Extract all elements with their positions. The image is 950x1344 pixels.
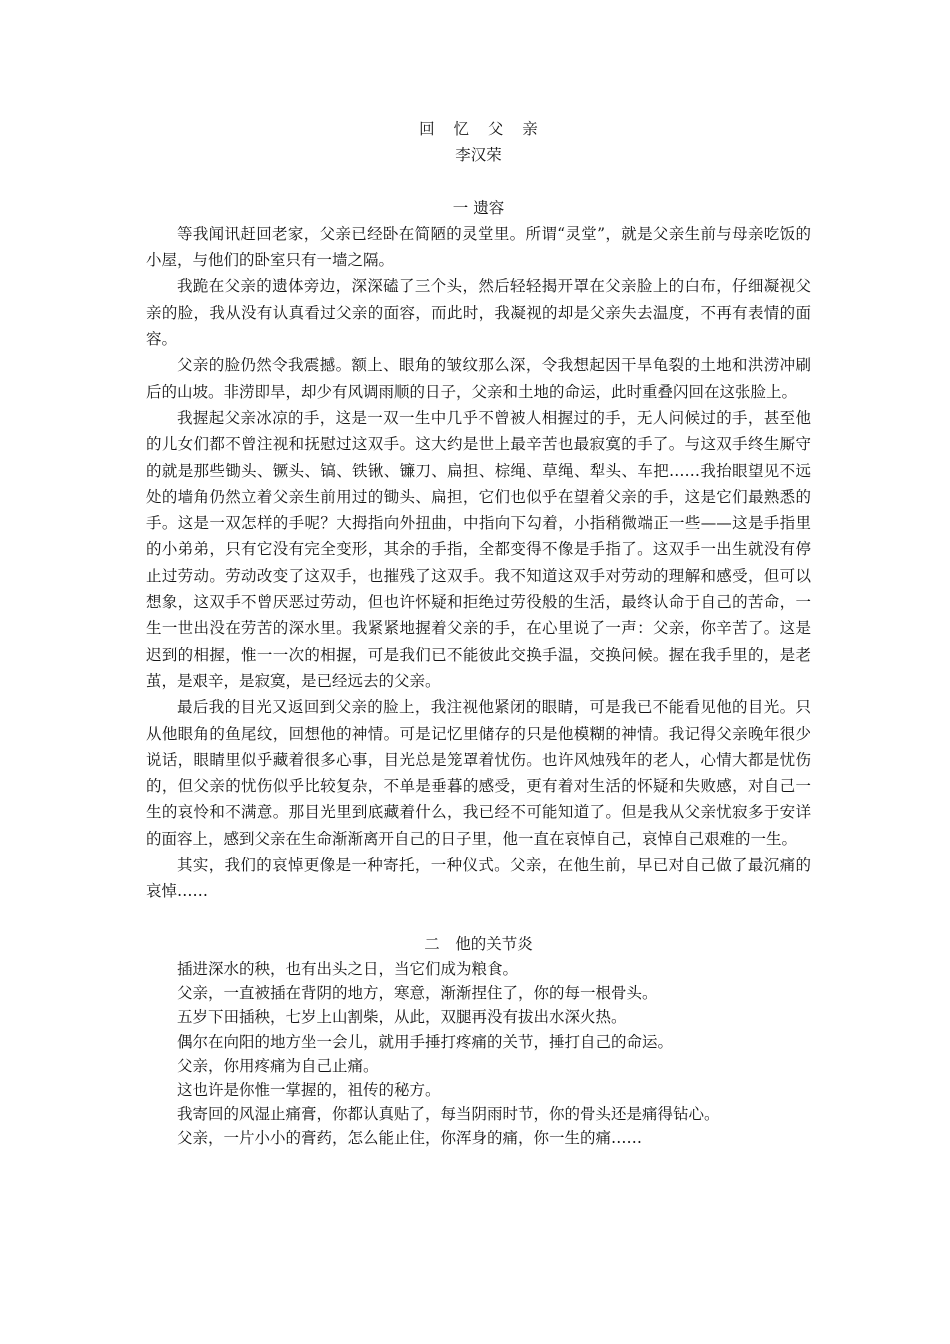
poem-line: 五岁下田插秧，七岁上山割柴，从此，双腿再没有拔出水深火热。 — [177, 1008, 627, 1027]
poem-line: 父亲，一直被插在背阴的地方，寒意，渐渐捏住了，你的每一根骨头。 — [177, 984, 658, 1003]
poem-line: 父亲，你用疼痛为自己止痛。 — [177, 1056, 379, 1075]
paragraph: 等我闻讯赶回老家，父亲已经卧在简陋的灵堂里。所谓“灵堂”，就是父亲生前与母亲吃饭的小屋，与他们的卧室只有一墙之隔。 — [146, 224, 811, 270]
spacer — [146, 169, 811, 195]
poem-body — [146, 957, 811, 1151]
paragraph: 我跪在父亲的遗体旁边，深深磕了三个头，然后轻轻揭开罩在父亲脸上的白布，仔细凝视父亲的脸，我从没有认真看过父亲的面容，而此时，我凝视的却是父亲失去温度，不再有表情的面容。 — [146, 277, 811, 349]
paragraph: 我握起父亲冰凉的手，这是一双一生中几乎不曾被人相握过的手，无人问候过的手，甚至他的儿女们都不曾注视和抚慰过这双手。这大约是世上最辛苦也最寂寞的手了。与这双手终生厮守的就是那些锄头、镢头、镐、铁锹、镰刀、扁担、棕绳、草绳、犁头、车把……我抬眼望见不远处的墙角仍然立着父亲生前用过的锄头、扁担，它们也似乎在望着父亲的手，这是它们最熟悉的手。这是一双怎样的手呢？大拇指向外扭曲，中指向下勾着，小指稍微端正一些——这是手指里的小弟弟，只有它没有完全变形，其余的手指，全都变得不像是手指了。这双手一出生就没有停止过劳动。劳动改变了这双手，也摧残了这双手。我不知道这双手对劳动的理解和感受，但可以想象，这双手不曾厌恶过劳动，但也许怀疑和拒绝过劳役般的生活，最终认命于自己的苦命，一生一世出没在劳苦的深水里。我紧紧地握着父亲的手，在心里说了一声：父亲，你辛苦了。这是迟到的相握，惟一一次的相握，可是我们已不能彼此交换手温，交换问候。握在我手里的，是老茧，是艰辛，是寂寞，是已经远去的父亲。 — [146, 408, 811, 690]
poem-line: 这也许是你惟一掌握的，祖传的秘方。 — [177, 1080, 441, 1099]
poem-line: 父亲，一片小小的膏药，怎么能止住，你浑身的痛，你一生的痛…… — [177, 1129, 643, 1148]
paragraph: 父亲的脸仍然令我震撼。额上、眼角的皱纹那么深，令我想起因干旱龟裂的土地和洪涝冲刷后的山坡。非涝即旱，却少有风调雨顺的日子，父亲和土地的命运，此时重叠闪回在这张脸上。 — [146, 356, 811, 401]
document-title: 回 忆 父 亲 — [419, 120, 545, 138]
paragraph: 最后我的目光又返回到父亲的脸上，我注视他紧闭的眼睛，可是我已不能看见他的目光。只从他眼角的鱼尾纹，回想他的神情。可是记忆里储存的只是他模糊的神情。我记得父亲晚年很少说话，眼睛里似乎藏着很多心事，目光总是笼罩着忧伤。也许风烛残年的老人，心情大都是忧伤的，但父亲的忧伤似乎比较复杂，不单是垂暮的感受，更有着对生活的怀疑和失败感，对自己一生的哀怜和不满意。那目光里到底藏着什么，我已经不可能知道了。但是我从父亲忧寂多于安详的面容上，感到父亲在生命渐渐离开自己的日子里，他一直在哀悼自己，哀悼自己艰难的一生。 — [146, 698, 811, 848]
section-heading-2: 二 他的关节炎 — [424, 934, 533, 953]
poem-line: 插进深水的秧，也有出头之日，当它们成为粮食。 — [177, 959, 519, 978]
paragraph: 其实，我们的哀悼更像是一种寄托，一种仪式。父亲，在他生前，早已对自己做了最沉痛的哀悼…… — [146, 856, 811, 901]
document-page — [146, 116, 811, 1151]
poem-line: 我寄回的风湿止痛膏，你都认真贴了，每当阴雨时节，你的骨头还是痛得钻心。 — [177, 1105, 720, 1124]
document-author: 李汉荣 — [455, 146, 502, 165]
spacer — [146, 905, 811, 931]
section-heading-1: 一 遗容 — [452, 198, 505, 217]
poem-line: 偶尔在向阳的地方坐一会儿，就用手捶打疼痛的关节，捶打自己的命运。 — [177, 1032, 674, 1051]
